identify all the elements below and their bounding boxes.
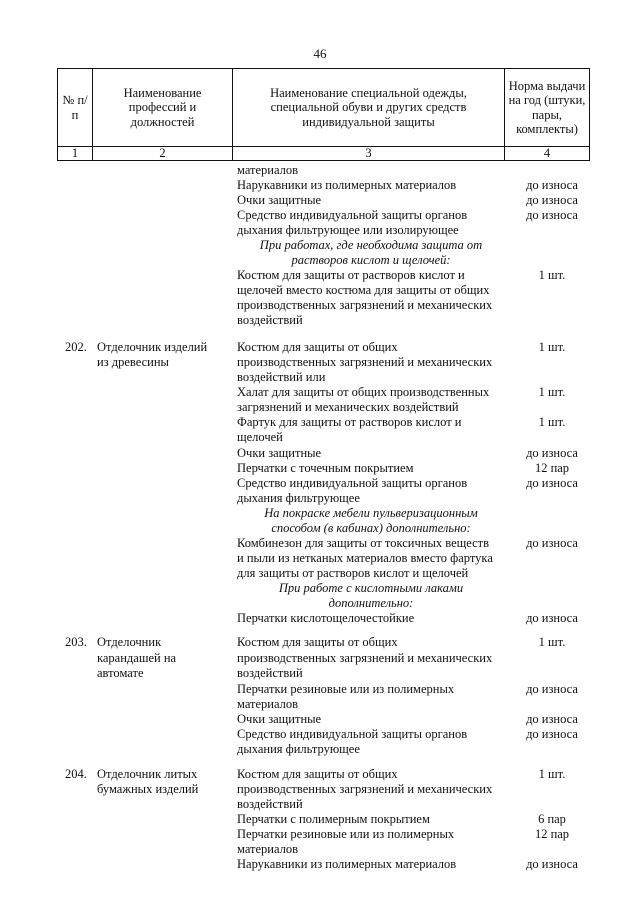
equipment-item: материалов — [237, 697, 299, 711]
equipment-item: для защиты от растворов кислот и щелочей — [237, 566, 469, 580]
norm-value: 1 шт. — [538, 340, 566, 354]
equipment-item: Средство индивидуальной защиты органов — [237, 476, 468, 490]
equipment-item: щелочей вместо костюма для защиты от общих — [237, 283, 490, 297]
equipment-item: Перчатки кислотощелочестойкие — [237, 611, 415, 625]
equipment-item: способом (в кабинах) дополнительно: — [271, 521, 471, 535]
norm-value: до износа — [526, 712, 578, 726]
norm-value: 1 шт. — [538, 767, 566, 781]
profession-name: из древесины — [97, 355, 169, 369]
equipment-item: Перчатки резиновые или из полимерных — [237, 827, 455, 841]
profession-name: Отделочник — [97, 635, 162, 649]
equipment-item: При работах, где необходима защита от — [259, 238, 483, 252]
profession-name: карандашей на — [97, 651, 177, 665]
equipment-item: производственных загрязнений и механических — [237, 298, 493, 312]
norm-value: до износа — [526, 476, 578, 490]
equipment-item: На покраске мебели пульверизационным — [264, 506, 478, 520]
equipment-item: щелочей — [237, 430, 283, 444]
equipment-item: растворов кислот и щелочей: — [291, 253, 451, 267]
norm-value: 1 шт. — [538, 415, 566, 429]
equipment-item: Средство индивидуальной защиты органов — [237, 208, 468, 222]
equipment-item: производственных загрязнений и механических — [237, 782, 493, 796]
header-col-profession: Наименование профессий и должностей — [93, 69, 233, 147]
equipment-item: Нарукавники из полимерных материалов — [237, 178, 457, 192]
equipment-item: Очки защитные — [237, 446, 322, 460]
norm-value: 1 шт. — [538, 635, 566, 649]
equipment-item: Средство индивидуальной защиты органов — [237, 727, 468, 741]
norm-value: 12 пар — [534, 461, 570, 475]
equipment-item: загрязнений и механических воздействий — [237, 400, 459, 414]
equipment-item: Очки защитные — [237, 193, 322, 207]
norm-value: до износа — [526, 727, 578, 741]
norm-value: до износа — [526, 536, 578, 550]
equipment-item: Перчатки с полимерным покрытием — [237, 812, 430, 826]
header-num-3: 3 — [233, 147, 505, 161]
header-col-number: № п/п — [58, 69, 93, 147]
equipment-item: производственных загрязнений и механических — [237, 355, 493, 369]
equipment-item: Перчатки резиновые или из полимерных — [237, 682, 455, 696]
norm-value: 6 пар — [538, 812, 566, 826]
equipment-item: Костюм для защиты от общих — [237, 635, 398, 649]
header-num-2: 2 — [93, 147, 233, 161]
row-number: 202. — [65, 340, 87, 354]
equipment-item: воздействий — [237, 797, 303, 811]
norm-value: 1 шт. — [538, 385, 566, 399]
norm-value: 1 шт. — [538, 268, 566, 282]
norm-value: до износа — [526, 178, 578, 192]
equipment-item: воздействий или — [237, 370, 326, 384]
norm-value: до износа — [526, 857, 578, 871]
norm-value: до износа — [526, 208, 578, 222]
profession-name: бумажных изделий — [97, 782, 199, 796]
norm-value: 12 пар — [534, 827, 570, 841]
equipment-item: и пыли из нетканых материалов вместо фартука — [237, 551, 493, 565]
equipment-item: Фартук для защиты от растворов кислот и — [237, 415, 462, 429]
profession-name: Отделочник литых — [97, 767, 198, 781]
header-col-norm: Норма выдачи на год (штуки, пары, комплекты) — [505, 69, 590, 147]
profession-name: автомате — [97, 666, 144, 680]
equipment-item: воздействий — [237, 313, 303, 327]
norm-value: до износа — [526, 193, 578, 207]
row-number: 203. — [65, 635, 87, 649]
equipment-item: Нарукавники из полимерных материалов — [237, 857, 457, 871]
profession-name: Отделочник изделий — [97, 340, 208, 354]
equipment-item: воздействий — [237, 666, 303, 680]
norm-value: до износа — [526, 682, 578, 696]
header-col-equipment: Наименование специальной одежды, специальной обуви и других средств индивидуальной защиты — [233, 69, 505, 147]
header-num-1: 1 — [58, 147, 93, 161]
equipment-item: Костюм для защиты от растворов кислот и — [237, 268, 465, 282]
equipment-item: дыхания фильтрующее или изолирующее — [237, 223, 459, 237]
equipment-item: Халат для защиты от общих производственных — [237, 385, 490, 399]
equipment-item: производственных загрязнений и механических — [237, 651, 493, 665]
equipment-item: Комбинезон для защиты от токсичных веществ — [237, 536, 490, 550]
header-num-4: 4 — [505, 147, 590, 161]
norm-value: до износа — [526, 446, 578, 460]
equipment-item: Костюм для защиты от общих — [237, 767, 398, 781]
equipment-item: дополнительно: — [328, 596, 414, 610]
equipment-item: Костюм для защиты от общих — [237, 340, 398, 354]
equipment-item: материалов — [237, 163, 299, 177]
equipment-item: При работе с кислотными лаками — [278, 581, 464, 595]
equipment-item: Перчатки с точечным покрытием — [237, 461, 414, 475]
page-number: 46 — [313, 46, 327, 61]
table-header — [57, 68, 590, 161]
equipment-item: Очки защитные — [237, 712, 322, 726]
equipment-item: дыхания фильтрующее — [237, 491, 360, 505]
equipment-item: материалов — [237, 842, 299, 856]
row-number: 204. — [65, 767, 87, 781]
norm-value: до износа — [526, 611, 578, 625]
equipment-item: дыхания фильтрующее — [237, 742, 360, 756]
